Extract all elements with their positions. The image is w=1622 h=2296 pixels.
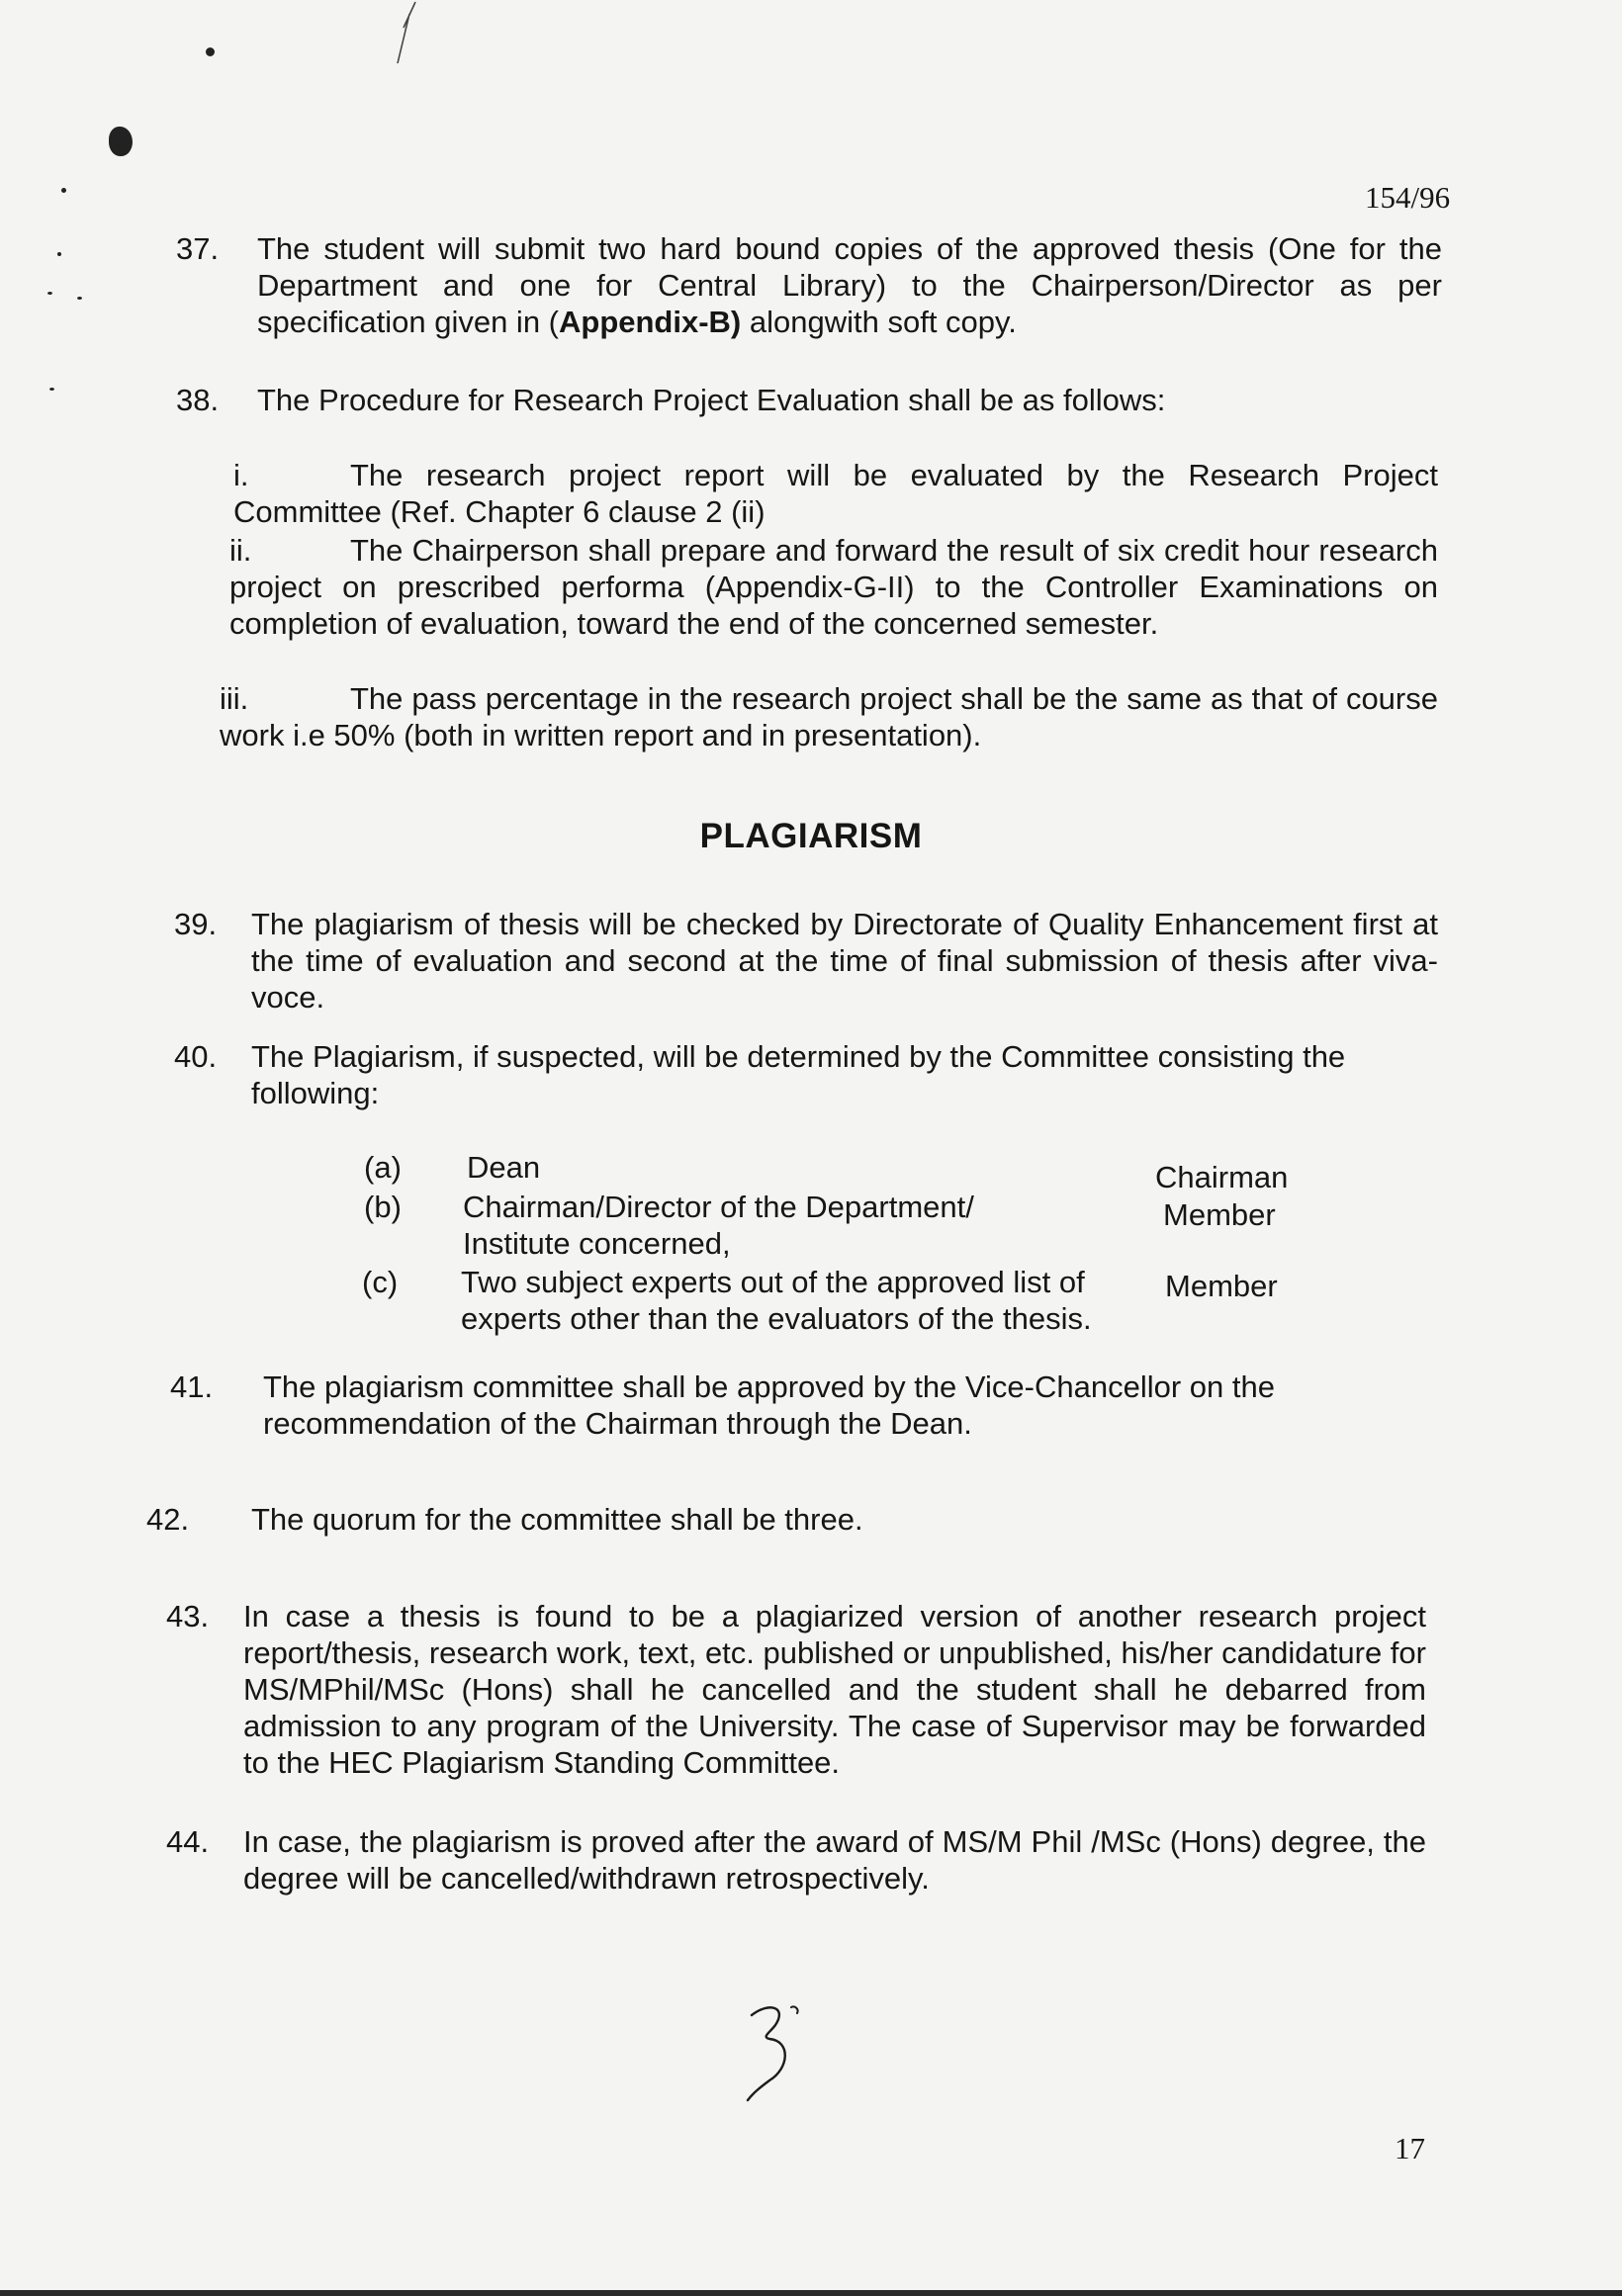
clause-text: The Procedure for Research Project Evaluation shall be as follows: (257, 383, 1166, 417)
committee-label: (b) (364, 1190, 402, 1224)
committee-member: Two subject experts out of the approved list of experts other than the evaluators of the thesis. (461, 1265, 1092, 1336)
clause-text: In case, the plagiarism is proved after the award of MS/M Phil /MSc (Hons) degree, the degree will be cancelled/withdrawn retrospectively. (243, 1824, 1426, 1896)
clause-text: The Plagiarism, if suspected, will be determined by the Committee consisting the following: (251, 1039, 1346, 1110)
sub-clause-text: The pass percentage in the research project shall be the same as that of course work i.e 50% (both in written report and in presentation). (220, 681, 1438, 752)
scan-speck (49, 388, 54, 391)
reference-number: 154/96 (1365, 180, 1451, 215)
scan-speck (57, 252, 61, 256)
scan-bottom-edge (0, 2290, 1622, 2296)
clause-text-part: The student will submit two hard bound copies of the approved thesis (One for the Department and one for Central Library) to the Chairperson/Director as per specification given in ( (257, 231, 1442, 339)
committee-role: Chairman (1155, 1160, 1289, 1194)
clause-text (257, 230, 1442, 340)
clause-text: The quorum for the committee shall be three. (251, 1502, 863, 1537)
clause-text-part: alongwith soft copy. (741, 305, 1017, 339)
committee-member: Chairman/Director of the Department/ Institute concerned, (463, 1190, 974, 1261)
scan-speck (109, 127, 133, 156)
clause-number: 44. (166, 1824, 210, 1859)
roman-numeral: iii. (220, 681, 249, 716)
scan-speck (47, 292, 52, 295)
clause-number: 43. (166, 1599, 210, 1634)
sub-clause-text: The research project report will be evaluated by the Research Project Committee (Ref. Chapter 6 clause 2 (ii) (233, 458, 1438, 529)
sub-clause-text: The Chairperson shall prepare and forward the result of six credit hour research project on prescribed performa (Appendix-G-II) to the Controller Examinations on completion of evaluation, toward the end of the concerned semester. (229, 533, 1438, 641)
roman-numeral: i. (233, 458, 249, 492)
clause-text: The plagiarism committee shall be approved by the Vice-Chancellor on the recommendation of the Chairman through the Dean. (263, 1369, 1275, 1441)
clause-text: In case a thesis is found to be a plagiarized version of another research project report/thesis, research work, text, etc. published or unpublished, his/her candidature for MS/MPhil/MSc (Hons) shall he cancelled and the student shall he debarred from admission to any program of the University. The case of Supervisor may be forwarded to the HEC Plagiarism Standing Committee. (243, 1599, 1426, 1780)
scan-speck (77, 297, 82, 300)
committee-label: (c) (362, 1265, 399, 1299)
handwritten-mark (740, 1997, 819, 2106)
pen-stroke-mark (392, 0, 421, 69)
clause-number: 37. (176, 231, 220, 266)
committee-role: Member (1165, 1269, 1278, 1303)
committee-label: (a) (364, 1150, 402, 1185)
scan-speck (61, 188, 66, 193)
committee-role: Member (1163, 1197, 1276, 1232)
scan-speck (206, 47, 215, 56)
page-number: 17 (1395, 2131, 1425, 2165)
appendix-reference: Appendix-B) (559, 305, 742, 339)
roman-numeral: ii. (229, 533, 252, 568)
clause-text: The plagiarism of thesis will be checked by Directorate of Quality Enhancement first at the time of evaluation and second at the time of final submission of thesis after viva-voce. (251, 907, 1438, 1015)
clause-number: 38. (176, 383, 220, 417)
clause-number: 39. (174, 907, 218, 941)
section-heading: PLAGIARISM (699, 817, 923, 855)
clause-number: 41. (170, 1369, 214, 1404)
committee-member: Dean (467, 1150, 541, 1185)
clause-number: 40. (174, 1039, 218, 1074)
clause-number: 42. (146, 1502, 190, 1537)
